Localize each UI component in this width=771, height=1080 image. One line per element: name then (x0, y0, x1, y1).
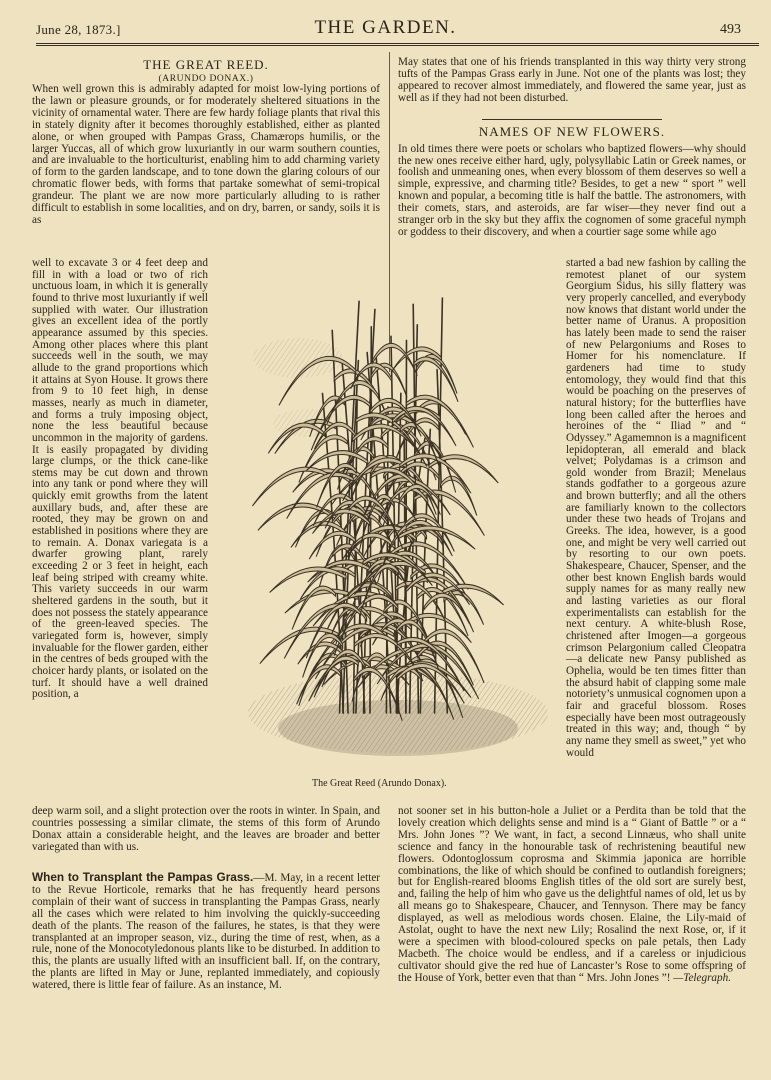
names-paragraph-narrow: started a bad new fashion by calling the remotest planet of our system Georgium Sidus, his silly flattery was very properly cancelled, and everybody now knows that distant world under the better name of Uranus. A proposition has lately been made to send the raiser of new Pelargoniums and Roses to Homer for his nomenclature. If gardeners had time to study entomology, they would find that this would be poaching on the preserves of natural history; for the butterflies have long been called after the heroes and heroines of the “ Iliad ” and “ Odyssey.” Agamemnon is a magnificent lepidopteran, all emerald and black velvet; Polydamas is a crimson and gold wonder from Brazil; Menelaus stands godfather to a gorgeous azure and brown butterfly; and all the others are familiarly known to the collectors under these two heads of Trojans and Greeks. The idea, however, is a good one, and might be very well carried out by resorting to our own poets. Shakespeare, Chaucer, Spenser, and the other best known English bards would supply names for as many really new and lasting varieties as our floral experimentalists can establish for the next century. A white-blush Rose, christened after Imogen—a gorgeous crimson Pelargonium called Cleopatra—a delicate new Pansy published as Ophelia, would be ten times fitter than the absurd habit of clapping some male notoriety’s unmusical cognomen upon a fair and graceful blossom. Roses especially have been most outrageously treated in this way; and, though “ by any name they smell as sweet,” yet who would (566, 257, 746, 759)
article-pampas-continued (398, 57, 746, 239)
section-rule (482, 119, 662, 120)
pampas-continued: May states that one of his friends transplanted in this way thirty very strong tufts of the Pampas Grass early in June. Not one of the plants was lost; they appeared to recover almost immediately, and flowered the same year, just as well as if they had not been disturbed. (398, 56, 746, 104)
article-great-reed-end (32, 806, 380, 854)
names-narrow (566, 258, 746, 759)
names-end-text: not sooner set in his button-hole a Juliet or a Perdita than be told that the lovely creation which delights sense and mind is a “ Giant of Battle ” or a “ Mrs. John Jones ”? We want, in fact, a second Linnæus, who shall unite science and fancy in the honourable task of rechristening beautiful new flowers. Odontoglossum coprosma and Skimmia japonica are horrible combinations, the like of which should be confined to outlandish foreigners; but for English-reared blooms English titles of the old sort are surely best, and, failing the help of him who gave us the delightful names of old, let us by all means go to Shakespeare, Chaucer, and Tennyson. There may be fancy displayed, as well as melodious words chosen. Elaine, the Lily-maid of Astolat, ought to have the next new Lily; Rosalind the next Rose, or, if it were a specimen with blood-coloured specks on pale petals, then Lady Macbeth. The choice would be endless, and if a careless or injudicious cultivator should give the red hue of Lancaster’s Rose to some offspring of the House of York, better even that than “ Mrs. John Jones ”! (398, 805, 746, 984)
article-paragraph-narrow: well to excavate 3 or 4 feet deep and fill in with a load or two of rich unctuous loam, in which it is generally found to thrive most luxuriantly if well supplied with water. Our illustration gives an excellent idea of the portly appearance assumed by this species. Among other places where this plant succeeds well in the south, we may allude to the grand proportions which it attains at Syon House. It grows there from 9 to 10 feet high, in dense masses, nearly as much in diameter, and forms a truly imposing object, none the less beautiful because uncommon in the majority of gardens. It is easily propagated by dividing large clumps, or the thick cane-like stems may be cut down and thrown into any tank or pond where they will quickly emit growths from the latent auxillary buds, and, after these are rooted, they may be grown on and established in positions where they are to remain. A. Donax variegata is a dwarfer growing plant, rarely exceeding 2 or 3 feet in height, each leaf being striped with creamy white. This variety succeeds in our warm sheltered gardens in the south, but it does not possess the stately appearance of the green-leaved species. The variegated form is, however, simply invaluable for the flower garden, either in the centres of beds grouped with the choicer hardy plants, or isolated on the turf. It should have a well drained position, a (32, 257, 208, 701)
names-paragraph-end (398, 806, 746, 985)
article-pampas (32, 872, 380, 992)
names-source: —Telegraph. (673, 971, 732, 984)
article-great-reed-narrow (32, 258, 208, 701)
issue-date: June 28, 1873.] (36, 22, 121, 37)
article-great-reed (32, 57, 380, 227)
article-title: THE GREAT REED. (143, 57, 269, 72)
illustration-caption: The Great Reed (Arundo Donax). (312, 778, 447, 789)
pampas-heading: When to Transplant the Pampas Grass. (32, 870, 254, 884)
article-subtitle: (ARUNDO DONAX.) (158, 74, 254, 84)
names-title: NAMES OF NEW FLOWERS. (478, 123, 666, 139)
article-paragraph-end: deep warm soil, and a slight protection over the roots in winter. In Spain, and countries possessing a similar climate, the stems of this form of Arundo Donax attain a considerable height, and the leaves are broader and better variegated than with us. (32, 805, 380, 853)
names-end (398, 806, 746, 985)
names-paragraph: In old times there were poets or scholars who baptized flowers—why should the new ones receive either hard, ugly, polysyllabic Latin or Greek names, or foolish and unmeaning ones, when every blossom of them deserves so well a simple, expressive, and charming title? Besides, to get a new “ sport ” well known and popular, a becoming title is half the battle. The astronomers, with their comets, stars, and asteroids, are far wiser—they never find out a stranger orb in the sky but they affix the cognomen of some graceful nymph or goddess to their discovery, and when a courtier sage some while ago (398, 142, 746, 238)
pampas-paragraph (32, 872, 380, 992)
great-reed-illustration (238, 258, 548, 778)
page-number: 493 (720, 22, 741, 37)
pampas-body: —M. May, in a recent letter to the Revue Horticole, remarks that he has frequently heard persons complain of their want of success in transplanting the Pampas Grass, nearly all the cases which were related to him involving the quickly-succeeding death of the plants. The reason of the failures, he states, is that they were transplanted at an improper season, viz., during the time of rest, when, as a rule, none of the Monocotyledonous plants like to be disturbed. In addition to this, the plants are usually lifted with an insufficient ball. If, on the contrary, the plants are lifted in May or June, replanted immediately, and copiously watered, there is little fear of failure. As an instance, M. (32, 872, 381, 992)
header-rule (36, 43, 759, 46)
article-paragraph: When well grown this is admirably adapted for moist low-lying portions of the lawn or pleasure grounds, or for moderately sheltered situations in the vicinity of ornamental water. There are few hardy foliage plants that rival this in stately dignity after it becomes thoroughly established, either as planted alone, or when grouped with Pampas Grass, Chamærops humilis, or the larger Yuccas, all of which grow luxuriantly in our warm southern counties, and are invaluable to the horticulturist, enabling him to add charming variety of form to the garden landscape, and to tone down the glaring colours of our chromatic flower beds, with forms that partake somewhat of semi-tropical grandeur. The plant we are now more particularly alluding to is rather difficult to establish in some localities, and on dry, barren, or sandy, soils it is as (32, 83, 380, 226)
masthead-title: THE GARDEN. (314, 17, 457, 38)
